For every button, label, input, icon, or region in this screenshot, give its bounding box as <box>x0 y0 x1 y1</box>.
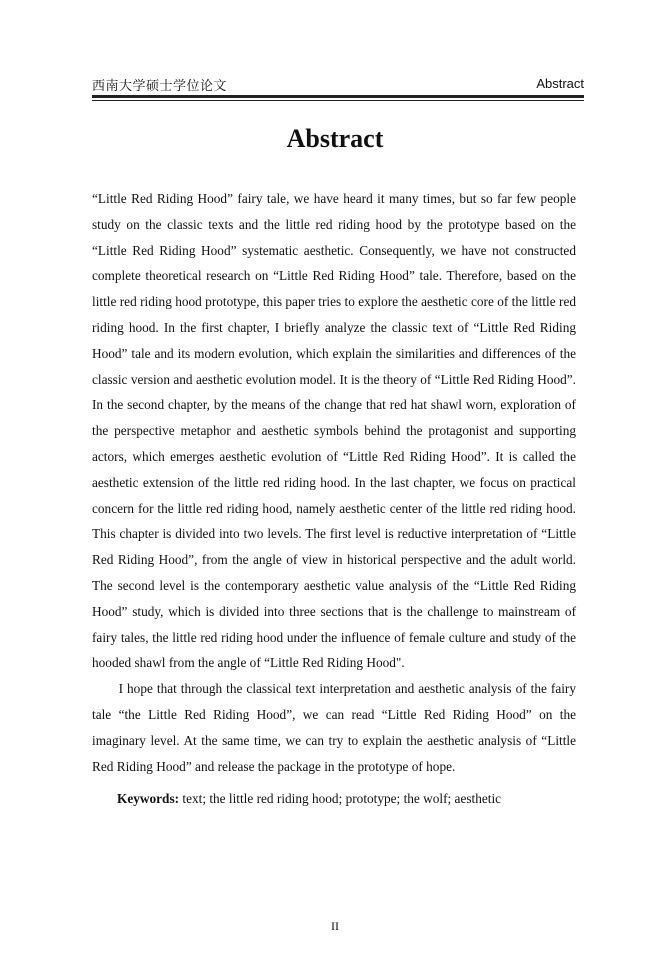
page-title: Abstract <box>286 124 384 153</box>
page-number: II <box>331 919 339 933</box>
header-rule-thick <box>92 95 584 98</box>
abstract-body <box>92 186 576 779</box>
keywords-line <box>117 791 501 807</box>
running-header <box>92 73 584 93</box>
abstract-paragraph-2: I hope that through the classical text interpretation and aesthetic analysis of the fairy tale “the Little Red Riding Hood”, we can read “Little Red Riding Hood” on the imaginary level. At the same time, we can try to explain the aesthetic analysis of “Little Red Riding Hood” and release the package in the prototype of hope. <box>92 681 576 774</box>
header-rule-thin <box>92 100 584 101</box>
keywords-label: Keywords: <box>117 791 180 806</box>
header-thesis-title: 西南大学硕士学位论文 <box>92 79 228 94</box>
keywords-text: text; the little red riding hood; prototype; the wolf; aesthetic <box>182 791 502 806</box>
abstract-paragraph-1: “Little Red Riding Hood” fairy tale, we have heard it many times, but so far few people study on the classic texts and the little red riding hood by the prototype based on the “Little Red Riding Hood” systematic aesthetic. Consequently, we have not constructed complete theoretical research on “Little Red Riding Hood” tale. Therefore, based on the little red riding hood prototype, this paper tries to explore the aesthetic core of the little red riding hood. In the first chapter, I briefly analyze the classic text of “Little Red Riding Hood” tale and its modern evolution, which explain the similarities and differences of the classic version and aesthetic evolution model. It is the theory of “Little Red Riding Hood”. In the second chapter, by the means of the change that red hat shawl worn, exploration of the perspective metaphor and aesthetic symbols behind the protagonist and supporting actors, which emerges aesthetic evolution of “Little Red Riding Hood”. It is called the aesthetic extension of the little red riding hood. In the last chapter, we focus on practical concern for the little red riding hood, namely aesthetic center of the little red riding hood. This chapter is divided into two levels. The first level is reductive interpretation of “Little Red Riding Hood”, from the angle of view in historical perspective and the adult world. The second level is the contemporary aesthetic value analysis of the “Little Red Riding Hood” study, which is divided into three sections that is the challenge to mainstream of fairy tales, the little red riding hood under the influence of female culture and study of the hooded shawl from the angle of “Little Red Riding Hood". <box>92 191 576 671</box>
header-section-title: Abstract <box>536 76 584 91</box>
